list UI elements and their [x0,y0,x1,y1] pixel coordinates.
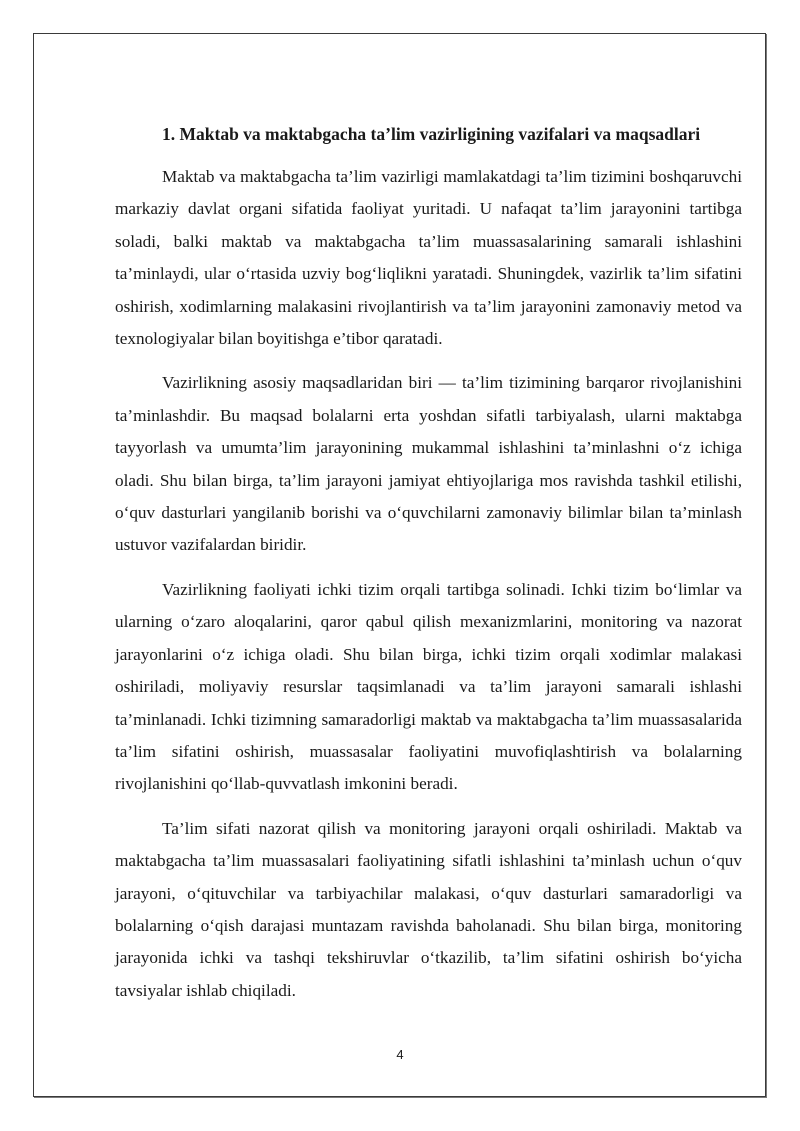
paragraph-2: Vazirlikning asosiy maqsadlaridan biri — ta’lim tizimining barqaror rivojlanishini ta’minlashdir. Bu maqsad bolalarni erta yoshdan sifatli tarbiyalash, ularni maktabga tayyorlash va umumta’lim jarayonining mukammal ishlashini ta’minlashni o‘z ichiga oladi. Shu bilan birga, ta’lim jarayoni jamiyat ehtiyojlariga mos ravishda tashkil etilishi, o‘quv dasturlari yangilanib borishi va o‘quvchilarni zamonaviy bilimlar bilan ta’minlash ustuvor vazifalardan biridir. [115,373,742,555]
paragraph-1: Maktab va maktabgacha ta’lim vazirligi mamlakatdagi ta’lim tizimini boshqaruvchi markaziy davlat organi sifatida faoliyat yuritadi. U nafaqat ta’lim jarayonini tartibga soladi, balki maktab va maktabgacha ta’lim muassasalarining samarali ishlashini ta’minlaydi, ular o‘rtasida uzviy bog‘liqlikni yaratadi. Shuningdek, vazirlik ta’lim sifatini oshirish, xodimlarning malakasini rivojlantirish va ta’lim jarayonini zamonaviy metod va texnologiyalar bilan boyitishga e’tibor qaratadi. [115,167,742,349]
section-heading: 1. Maktab va maktabgacha ta’lim vazirligining vazifalari va maqsadlari [162,124,701,144]
paragraph-4: Ta’lim sifati nazorat qilish va monitoring jarayoni orqali oshiriladi. Maktab va maktabgacha ta’lim muassasalari faoliyatining sifatli ishlashini ta’minlash uchun o‘quv jarayoni, o‘qituvchilar va tarbiyachilar malakasi, o‘quv dasturlari samaradorligi va bolalarning o‘qish darajasi muntazam ravishda baholanadi. Shu bilan birga, monitoring jarayonida ichki va tashqi tekshiruvlar o‘tkazilib, ta’lim sifatini oshirish bo‘yicha tavsiyalar ishlab chiqiladi. [115,818,742,1000]
paragraph-3: Vazirlikning faoliyati ichki tizim orqali tartibga solinadi. Ichki tizim bo‘limlar va ularning o‘zaro aloqalarini, qaror qabul qilish mexanizmlarini, monitoring va nazorat jarayonlarini o‘z ichiga oladi. Shu bilan birga, ichki tizim orqali xodimlar malakasi oshiriladi, moliyaviy resurslar taqsimlanadi va ta’lim jarayoni samarali ishlashi ta’minlanadi. Ichki tizimning samaradorligi maktab va maktabgacha ta’lim muassasalarida ta’lim sifatini oshirish, muassasalar faoliyatini muvofiqlashtirish va bolalarning rivojlanishini qo‘llab-quvvatlash imkonini beradi. [115,579,742,794]
document-body [115,118,742,1019]
page-number: 4 [396,1047,404,1062]
